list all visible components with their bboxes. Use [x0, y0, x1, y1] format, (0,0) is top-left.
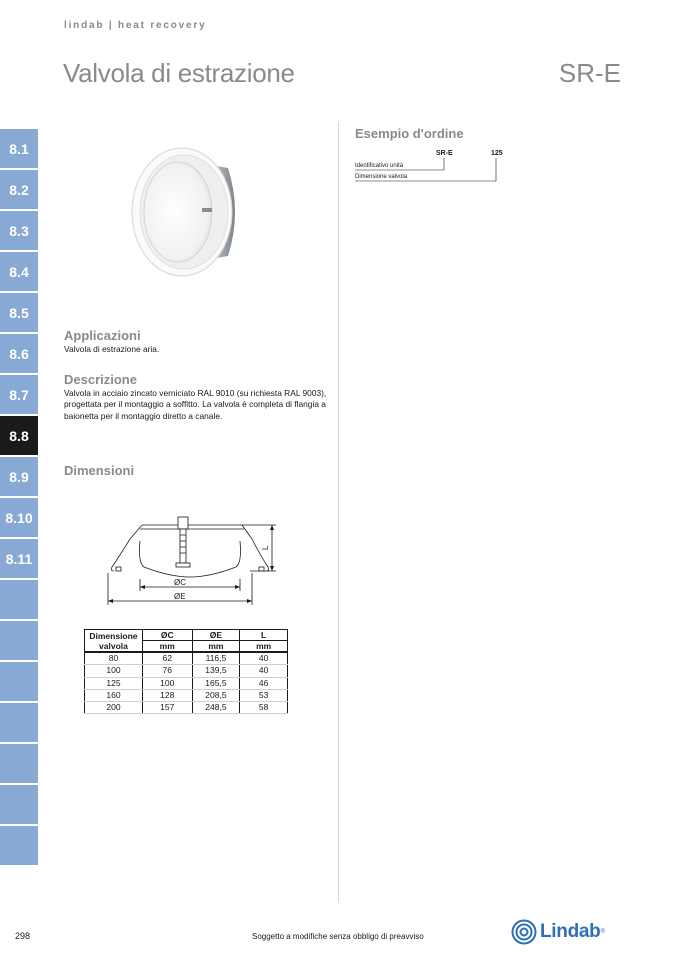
order-code-diagram: [354, 146, 514, 186]
order-heading: Esempio d'ordine: [355, 126, 464, 141]
chapter-tab-empty[interactable]: [0, 744, 38, 783]
table-cell: 62: [142, 652, 192, 665]
dimensioni-heading: Dimensioni: [64, 463, 135, 478]
col-header-c: ØC: [142, 630, 192, 641]
table-cell: 100: [142, 677, 192, 689]
chapter-tab-8-6[interactable]: 8.6: [0, 334, 38, 373]
table-cell: 46: [240, 677, 288, 689]
header-brand: lindab | heat recovery: [64, 20, 207, 31]
chapter-tab-8-5[interactable]: 8.5: [0, 293, 38, 332]
chapter-tab-8-8[interactable]: 8.8: [0, 416, 38, 455]
table-cell: 53: [240, 689, 288, 701]
product-code: SR-E: [558, 58, 621, 88]
lindab-logo: [511, 919, 605, 945]
table-cell: 125: [85, 677, 143, 689]
col-header-size: Dimensione valvola: [85, 630, 143, 653]
table-row: [85, 665, 288, 677]
chapter-tab-empty[interactable]: [0, 826, 38, 865]
chapter-tab-empty[interactable]: [0, 580, 38, 619]
product-photo: [118, 128, 258, 298]
dimension-table: [84, 629, 288, 714]
label-diameter-e: ØE: [174, 592, 186, 601]
col-header-e: ØE: [192, 630, 240, 641]
page-number: 298: [15, 931, 31, 941]
table-cell: 248,5: [192, 702, 240, 714]
lindab-logo-icon: [511, 919, 537, 945]
chapter-tab-8-10[interactable]: 8.10: [0, 498, 38, 537]
table-row: [85, 677, 288, 689]
order-code: SR-E: [436, 150, 453, 157]
chapter-tab-empty[interactable]: [0, 703, 38, 742]
chapter-tab-8-11[interactable]: 8.11: [0, 539, 38, 578]
table-cell: 139,5: [192, 665, 240, 677]
column-divider: [338, 122, 339, 902]
table-row: [85, 652, 288, 665]
chapter-tab-empty[interactable]: [0, 621, 38, 660]
page-title: Valvola di estrazione: [63, 58, 295, 88]
chapter-tab-empty[interactable]: [0, 785, 38, 824]
table-cell: 40: [240, 652, 288, 665]
descrizione-heading: Descrizione: [64, 372, 137, 387]
table-cell: 128: [142, 689, 192, 701]
table-cell: 80: [85, 652, 143, 665]
order-label-unit: Identificativo unità: [355, 163, 404, 169]
chapter-tab-8-3[interactable]: 8.3: [0, 211, 38, 250]
unit-e: mm: [192, 641, 240, 653]
chapter-tabs: [0, 129, 38, 867]
chapter-tab-8-4[interactable]: 8.4: [0, 252, 38, 291]
footer-note: Soggetto a modifiche senza obbligo di preavviso: [252, 932, 424, 941]
lindab-logo-text: Lindab: [540, 921, 601, 942]
table-cell: 116,5: [192, 652, 240, 665]
order-label-size: Dimensione valvola: [355, 174, 408, 180]
table-cell: 160: [85, 689, 143, 701]
table-cell: 58: [240, 702, 288, 714]
col-header-l: L: [240, 630, 288, 641]
chapter-tab-8-2[interactable]: 8.2: [0, 170, 38, 209]
unit-c: mm: [142, 641, 192, 653]
table-cell: 165,5: [192, 677, 240, 689]
chapter-tab-8-1[interactable]: 8.1: [0, 129, 38, 168]
chapter-tab-empty[interactable]: [0, 662, 38, 701]
table-cell: 157: [142, 702, 192, 714]
applicazioni-text: Valvola di estrazione aria.: [64, 344, 160, 354]
order-size: 125: [491, 150, 503, 157]
descrizione-text: Valvola in acciaio zincato verniciato RAL 9010 (su richiesta RAL 9003), progettata per il montaggio a soffitto. La valvola è completa di flangia a baionetta per il montaggio diretto a canale.: [64, 388, 327, 421]
label-diameter-c: ØC: [174, 578, 186, 587]
table-cell: 208,5: [192, 689, 240, 701]
dimension-drawing: [100, 515, 280, 607]
applicazioni-heading: Applicazioni: [64, 328, 141, 343]
label-length: L: [261, 545, 270, 550]
table-cell: 200: [85, 702, 143, 714]
table-cell: 40: [240, 665, 288, 677]
registered-mark: ®: [600, 929, 605, 935]
table-row: [85, 689, 288, 701]
chapter-tab-8-9[interactable]: 8.9: [0, 457, 38, 496]
table-row: [85, 702, 288, 714]
unit-l: mm: [240, 641, 288, 653]
table-cell: 100: [85, 665, 143, 677]
chapter-tab-8-7[interactable]: 8.7: [0, 375, 38, 414]
table-cell: 76: [142, 665, 192, 677]
